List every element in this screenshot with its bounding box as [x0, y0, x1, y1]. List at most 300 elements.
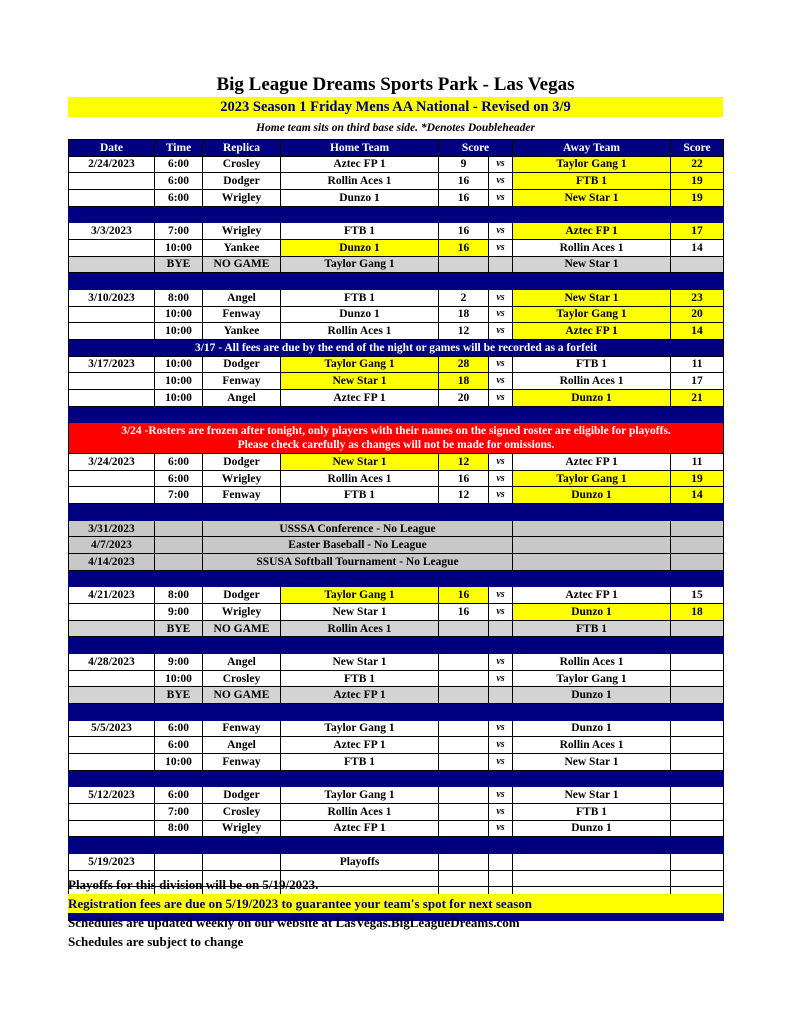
game-row	[69, 670, 724, 687]
game-row	[69, 156, 724, 173]
home-score-cell	[439, 787, 489, 804]
away-team-cell: Dunzo 1	[513, 687, 671, 704]
schedule-table	[68, 139, 724, 921]
date-cell	[69, 306, 155, 323]
no-league-label: Easter Baseball - No League	[203, 537, 513, 554]
home-score-cell: 16	[439, 173, 489, 190]
time-cell	[155, 554, 203, 571]
home-team-cell: Rollin Aces 1	[281, 470, 439, 487]
home-score-cell: 12	[439, 323, 489, 340]
away-score-cell	[671, 753, 724, 770]
away-team-cell: Taylor Gang 1	[513, 306, 671, 323]
away-score-cell	[671, 620, 724, 637]
vs-cell: vs	[489, 487, 513, 504]
home-team-cell: New Star 1	[281, 604, 439, 621]
home-team-note: Home team sits on third base side. *Denotes Doubleheader	[256, 122, 535, 134]
home-team-cell: Taylor Gang 1	[281, 587, 439, 604]
away-team-cell: Dunzo 1	[513, 389, 671, 406]
vs-cell: vs	[489, 389, 513, 406]
roster-alert	[69, 423, 724, 454]
week-separator-row	[69, 406, 724, 423]
date-cell	[69, 173, 155, 190]
game-row	[69, 289, 724, 306]
date-cell	[69, 753, 155, 770]
away-team-cell	[513, 537, 671, 554]
vs-cell	[489, 256, 513, 273]
header-away-score: Score	[671, 140, 724, 157]
away-team-cell	[513, 554, 671, 571]
game-row	[69, 223, 724, 240]
home-score-cell	[439, 820, 489, 837]
away-team-cell: Aztec FP 1	[513, 454, 671, 471]
roster-alert-line-1: 3/24 -Rosters are frozen after tonight, only players with their names on the signed roster are eligible for playoffs.	[121, 425, 671, 438]
replica-cell: Wrigley	[203, 470, 281, 487]
vs-cell: vs	[489, 373, 513, 390]
separator-cell	[69, 406, 724, 423]
week-separator-row	[69, 770, 724, 787]
date-cell	[69, 239, 155, 256]
home-score-cell: 28	[439, 356, 489, 373]
away-score-cell: 17	[671, 373, 724, 390]
away-team-cell: Dunzo 1	[513, 487, 671, 504]
vs-cell: vs	[489, 356, 513, 373]
game-row	[69, 737, 724, 754]
separator-cell	[69, 206, 724, 223]
replica-cell: Angel	[203, 737, 281, 754]
home-score-cell	[439, 753, 489, 770]
replica-cell: Angel	[203, 389, 281, 406]
away-score-cell	[671, 687, 724, 704]
away-score-cell	[671, 654, 724, 671]
away-team-cell: New Star 1	[513, 256, 671, 273]
game-row	[69, 787, 724, 804]
bye-row	[69, 687, 724, 704]
vs-cell: vs	[489, 454, 513, 471]
home-team-cell: FTB 1	[281, 223, 439, 240]
home-team-cell: Rollin Aces 1	[281, 620, 439, 637]
vs-cell: vs	[489, 470, 513, 487]
replica-cell: Angel	[203, 289, 281, 306]
week-separator-row	[69, 273, 724, 290]
date-cell: 2/24/2023	[69, 156, 155, 173]
away-team-cell: Taylor Gang 1	[513, 670, 671, 687]
vs-cell	[489, 687, 513, 704]
away-team-cell: Dunzo 1	[513, 820, 671, 837]
away-team-cell: Taylor Gang 1	[513, 156, 671, 173]
away-team-cell: New Star 1	[513, 189, 671, 206]
away-team-cell: Aztec FP 1	[513, 223, 671, 240]
home-team-cell: FTB 1	[281, 753, 439, 770]
vs-cell: vs	[489, 306, 513, 323]
vs-cell	[489, 853, 513, 870]
replica-cell: Wrigley	[203, 820, 281, 837]
vs-cell: vs	[489, 787, 513, 804]
time-cell: 7:00	[155, 803, 203, 820]
no-league-row	[69, 554, 724, 571]
replica-cell: Fenway	[203, 306, 281, 323]
away-score-cell	[671, 853, 724, 870]
away-team-cell: FTB 1	[513, 356, 671, 373]
away-score-cell: 20	[671, 306, 724, 323]
separator-cell	[69, 837, 724, 854]
away-score-cell: 11	[671, 356, 724, 373]
date-cell	[69, 687, 155, 704]
replica-cell: Wrigley	[203, 189, 281, 206]
replica-cell: NO GAME	[203, 687, 281, 704]
date-cell	[69, 373, 155, 390]
bye-row	[69, 256, 724, 273]
home-score-cell	[439, 620, 489, 637]
home-team-cell: New Star 1	[281, 454, 439, 471]
game-row	[69, 487, 724, 504]
home-score-cell: 12	[439, 487, 489, 504]
date-cell: 3/31/2023	[69, 520, 155, 537]
game-row	[69, 470, 724, 487]
home-score-cell: 16	[439, 604, 489, 621]
replica-cell: Crosley	[203, 803, 281, 820]
home-team-cell: Rollin Aces 1	[281, 323, 439, 340]
roster-alert-row	[69, 423, 724, 454]
date-cell	[69, 604, 155, 621]
replica-cell: Fenway	[203, 720, 281, 737]
away-score-cell: 17	[671, 223, 724, 240]
date-cell	[69, 803, 155, 820]
game-row	[69, 306, 724, 323]
home-team-cell: Taylor Gang 1	[281, 720, 439, 737]
home-team-cell: Rollin Aces 1	[281, 803, 439, 820]
time-cell	[155, 537, 203, 554]
away-score-cell	[671, 670, 724, 687]
time-cell: 10:00	[155, 306, 203, 323]
home-team-cell: Playoffs	[281, 853, 439, 870]
away-team-cell: FTB 1	[513, 620, 671, 637]
home-score-cell: 16	[439, 189, 489, 206]
home-score-cell	[439, 654, 489, 671]
away-team-cell: Aztec FP 1	[513, 587, 671, 604]
home-score-cell: 20	[439, 389, 489, 406]
vs-cell: vs	[489, 803, 513, 820]
home-team-cell: FTB 1	[281, 487, 439, 504]
away-score-cell: 14	[671, 323, 724, 340]
header-home-score: Score	[439, 140, 513, 157]
date-cell	[69, 189, 155, 206]
game-row	[69, 173, 724, 190]
away-team-cell: Dunzo 1	[513, 604, 671, 621]
home-team-cell: Taylor Gang 1	[281, 256, 439, 273]
game-row	[69, 853, 724, 870]
no-league-row	[69, 520, 724, 537]
header-time: Time	[155, 140, 203, 157]
time-cell: 9:00	[155, 654, 203, 671]
home-score-cell: 2	[439, 289, 489, 306]
date-cell: 4/7/2023	[69, 537, 155, 554]
replica-cell: Wrigley	[203, 604, 281, 621]
away-score-cell	[671, 520, 724, 537]
away-score-cell	[671, 803, 724, 820]
away-team-cell: FTB 1	[513, 803, 671, 820]
time-cell: 6:00	[155, 173, 203, 190]
home-team-cell: Aztec FP 1	[281, 737, 439, 754]
home-score-cell: 16	[439, 223, 489, 240]
week-separator-row	[69, 504, 724, 521]
home-team-cell: Aztec FP 1	[281, 156, 439, 173]
date-cell: 5/5/2023	[69, 720, 155, 737]
home-team-cell: Aztec FP 1	[281, 389, 439, 406]
week-separator-row	[69, 206, 724, 223]
home-score-cell	[439, 256, 489, 273]
home-score-cell: 9	[439, 156, 489, 173]
no-league-label: USSSA Conference - No League	[203, 520, 513, 537]
away-score-cell: 22	[671, 156, 724, 173]
away-score-cell: 19	[671, 173, 724, 190]
home-score-cell: 16	[439, 587, 489, 604]
time-cell: 6:00	[155, 454, 203, 471]
date-cell	[69, 820, 155, 837]
time-cell: 10:00	[155, 356, 203, 373]
home-team-cell: FTB 1	[281, 289, 439, 306]
away-team-cell: New Star 1	[513, 787, 671, 804]
away-team-cell: New Star 1	[513, 753, 671, 770]
footer-website-note: Schedules are updated weekly on our website at LasVegas.BigLeagueDreams.com	[68, 915, 520, 930]
vs-cell: vs	[489, 753, 513, 770]
replica-cell: NO GAME	[203, 256, 281, 273]
time-cell: 6:00	[155, 737, 203, 754]
vs-cell: vs	[489, 820, 513, 837]
date-cell: 5/19/2023	[69, 853, 155, 870]
game-row	[69, 820, 724, 837]
home-team-cell: Aztec FP 1	[281, 820, 439, 837]
away-score-cell: 14	[671, 487, 724, 504]
page-title: Big League Dreams Sports Park - Las Vegas	[216, 74, 575, 95]
away-team-cell: Dunzo 1	[513, 720, 671, 737]
game-row	[69, 323, 724, 340]
header-away-team: Away Team	[513, 140, 671, 157]
replica-cell: Fenway	[203, 753, 281, 770]
time-cell: 10:00	[155, 323, 203, 340]
date-cell: 4/21/2023	[69, 587, 155, 604]
time-cell: 10:00	[155, 670, 203, 687]
footer-change-note: Schedules are subject to change	[68, 934, 244, 949]
home-team-cell: Taylor Gang 1	[281, 787, 439, 804]
replica-cell: NO GAME	[203, 620, 281, 637]
vs-cell: vs	[489, 156, 513, 173]
time-cell: 10:00	[155, 373, 203, 390]
game-row	[69, 587, 724, 604]
vs-cell	[489, 620, 513, 637]
date-cell: 5/12/2023	[69, 787, 155, 804]
home-score-cell	[439, 803, 489, 820]
date-cell	[69, 256, 155, 273]
date-cell	[69, 323, 155, 340]
time-cell: 9:00	[155, 604, 203, 621]
time-cell: 7:00	[155, 223, 203, 240]
time-cell	[155, 520, 203, 537]
away-score-cell: 15	[671, 587, 724, 604]
home-team-cell: New Star 1	[281, 373, 439, 390]
away-team-cell	[513, 853, 671, 870]
home-score-cell: 18	[439, 373, 489, 390]
away-score-cell: 21	[671, 389, 724, 406]
table-header-row	[69, 140, 724, 157]
vs-cell: vs	[489, 223, 513, 240]
vs-cell: vs	[489, 587, 513, 604]
time-cell: BYE	[155, 687, 203, 704]
home-score-cell	[439, 687, 489, 704]
away-score-cell	[671, 537, 724, 554]
away-team-cell: Rollin Aces 1	[513, 737, 671, 754]
away-score-cell: 11	[671, 454, 724, 471]
replica-cell: Dodger	[203, 587, 281, 604]
date-cell: 4/28/2023	[69, 654, 155, 671]
fee-notice-row	[69, 339, 724, 356]
week-separator-row	[69, 637, 724, 654]
date-cell: 3/17/2023	[69, 356, 155, 373]
game-row	[69, 239, 724, 256]
week-separator-row	[69, 704, 724, 721]
replica-cell: Fenway	[203, 487, 281, 504]
home-team-cell: Dunzo 1	[281, 239, 439, 256]
date-cell: 3/10/2023	[69, 289, 155, 306]
fee-notice: 3/17 - All fees are due by the end of the night or games will be recorded as a forfeit	[69, 339, 724, 356]
home-team-cell: Dunzo 1	[281, 306, 439, 323]
separator-cell	[69, 637, 724, 654]
time-cell: 10:00	[155, 389, 203, 406]
date-cell: 4/14/2023	[69, 554, 155, 571]
home-team-cell: Rollin Aces 1	[281, 173, 439, 190]
home-team-cell: Taylor Gang 1	[281, 356, 439, 373]
home-score-cell	[439, 720, 489, 737]
date-cell	[69, 737, 155, 754]
no-league-row	[69, 537, 724, 554]
date-cell: 3/24/2023	[69, 454, 155, 471]
date-cell	[69, 389, 155, 406]
away-score-cell	[671, 554, 724, 571]
home-score-cell: 12	[439, 454, 489, 471]
header-replica: Replica	[203, 140, 281, 157]
replica-cell: Wrigley	[203, 223, 281, 240]
time-cell: 7:00	[155, 487, 203, 504]
away-team-cell: Rollin Aces 1	[513, 654, 671, 671]
replica-cell: Angel	[203, 654, 281, 671]
game-row	[69, 356, 724, 373]
home-team-cell: New Star 1	[281, 654, 439, 671]
replica-cell: Yankee	[203, 323, 281, 340]
time-cell: 6:00	[155, 720, 203, 737]
game-row	[69, 189, 724, 206]
vs-cell: vs	[489, 654, 513, 671]
time-cell: 6:00	[155, 470, 203, 487]
separator-cell	[69, 273, 724, 290]
home-team-cell: FTB 1	[281, 670, 439, 687]
vs-cell: vs	[489, 720, 513, 737]
vs-cell: vs	[489, 670, 513, 687]
footer-playoffs-note: Playoffs for this division will be on 5/19/2023.	[68, 877, 319, 892]
away-score-cell	[671, 720, 724, 737]
replica-cell: Dodger	[203, 356, 281, 373]
away-score-cell: 18	[671, 604, 724, 621]
header-home-team: Home Team	[281, 140, 439, 157]
away-team-cell: Rollin Aces 1	[513, 373, 671, 390]
replica-cell: Fenway	[203, 373, 281, 390]
game-row	[69, 753, 724, 770]
date-cell	[69, 470, 155, 487]
time-cell	[155, 853, 203, 870]
time-cell: 8:00	[155, 820, 203, 837]
home-score-cell: 16	[439, 470, 489, 487]
vs-cell: vs	[489, 737, 513, 754]
home-score-cell: 16	[439, 239, 489, 256]
week-separator-row	[69, 570, 724, 587]
vs-cell: vs	[489, 604, 513, 621]
home-team-cell: Dunzo 1	[281, 189, 439, 206]
no-league-label: SSUSA Softball Tournament - No League	[203, 554, 513, 571]
game-row	[69, 373, 724, 390]
home-score-cell	[439, 737, 489, 754]
separator-cell	[69, 704, 724, 721]
separator-cell	[69, 770, 724, 787]
replica-cell: Dodger	[203, 787, 281, 804]
schedule-subtitle: 2023 Season 1 Friday Mens AA National - Revised on 3/9	[68, 97, 723, 117]
away-team-cell	[513, 520, 671, 537]
header-date: Date	[69, 140, 155, 157]
vs-cell: vs	[489, 323, 513, 340]
game-row	[69, 720, 724, 737]
replica-cell	[203, 853, 281, 870]
vs-cell: vs	[489, 289, 513, 306]
time-cell: 8:00	[155, 289, 203, 306]
time-cell: 6:00	[155, 189, 203, 206]
home-score-cell: 18	[439, 306, 489, 323]
date-cell	[69, 620, 155, 637]
time-cell: 6:00	[155, 787, 203, 804]
replica-cell: Crosley	[203, 156, 281, 173]
replica-cell: Crosley	[203, 670, 281, 687]
replica-cell: Dodger	[203, 173, 281, 190]
home-team-cell: Aztec FP 1	[281, 687, 439, 704]
date-cell	[69, 487, 155, 504]
away-score-cell	[671, 256, 724, 273]
date-cell	[69, 670, 155, 687]
away-score-cell	[671, 820, 724, 837]
game-row	[69, 654, 724, 671]
separator-cell	[69, 570, 724, 587]
game-row	[69, 604, 724, 621]
game-row	[69, 454, 724, 471]
away-team-cell: Taylor Gang 1	[513, 470, 671, 487]
time-cell: 10:00	[155, 239, 203, 256]
away-team-cell: FTB 1	[513, 173, 671, 190]
away-team-cell: New Star 1	[513, 289, 671, 306]
vs-cell: vs	[489, 173, 513, 190]
replica-cell: Dodger	[203, 454, 281, 471]
away-score-cell: 14	[671, 239, 724, 256]
time-cell: 8:00	[155, 587, 203, 604]
vs-cell: vs	[489, 239, 513, 256]
separator-cell	[69, 504, 724, 521]
away-team-cell: Rollin Aces 1	[513, 239, 671, 256]
roster-alert-line-2: Please check carefully as changes will not be made for omissions.	[237, 439, 555, 452]
week-separator-row	[69, 837, 724, 854]
away-score-cell: 19	[671, 470, 724, 487]
replica-cell: Yankee	[203, 239, 281, 256]
away-team-cell: Aztec FP 1	[513, 323, 671, 340]
home-score-cell	[439, 670, 489, 687]
date-cell: 3/3/2023	[69, 223, 155, 240]
time-cell: 6:00	[155, 156, 203, 173]
time-cell: 10:00	[155, 753, 203, 770]
home-score-cell	[439, 853, 489, 870]
away-score-cell	[671, 737, 724, 754]
